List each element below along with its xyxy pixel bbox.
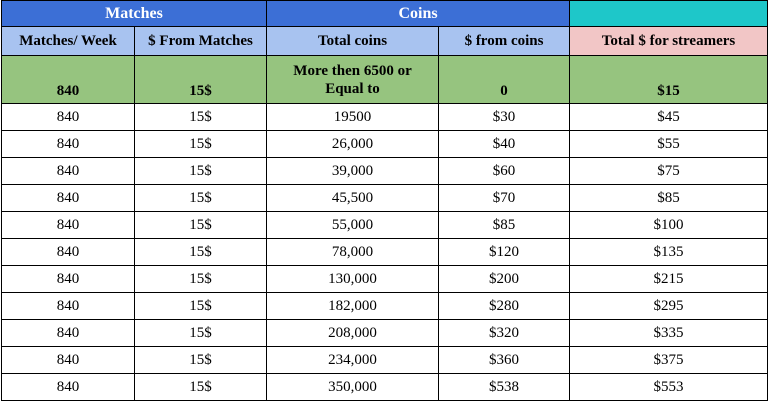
from-matches-cell: 15$ [135,131,267,158]
table-row [2,104,768,131]
total-coins-cell: 350,000 [267,374,439,401]
table-row [2,320,768,347]
total-cell: $135 [570,239,768,266]
total-cell: $55 [570,131,768,158]
total-cell: $215 [570,266,768,293]
header-total-for-streamers: Total $ for streamers [570,27,768,56]
from-matches-cell: 15$ [135,374,267,401]
total-coins-cell: 208,000 [267,320,439,347]
from-coins-cell: $280 [439,293,570,320]
base-from-coins-cell: 0 [439,56,570,104]
base-from-matches-cell: 15$ [135,56,267,104]
header-from-matches: $ From Matches [135,27,267,56]
total-cell: $75 [570,158,768,185]
total-coins-cell: 39,000 [267,158,439,185]
from-matches-cell: 15$ [135,347,267,374]
from-matches-cell: 15$ [135,212,267,239]
total-coins-cell: 45,500 [267,185,439,212]
from-coins-cell: $538 [439,374,570,401]
table-row [2,158,768,185]
total-coins-cell: 182,000 [267,293,439,320]
from-coins-cell: $60 [439,158,570,185]
total-coins-cell: 26,000 [267,131,439,158]
table-row [2,185,768,212]
header-from-coins: $ from coins [439,27,570,56]
matches-cell: 840 [2,158,135,185]
from-matches-cell: 15$ [135,104,267,131]
base-total-cell: $15 [570,56,768,104]
matches-cell: 840 [2,293,135,320]
base-matches-cell: 840 [2,56,135,104]
matches-cell: 840 [2,374,135,401]
header-total-coins: Total coins [267,27,439,56]
total-cell: $45 [570,104,768,131]
matches-cell: 840 [2,320,135,347]
base-total-coins-line1: More then 6500 or [293,62,412,79]
from-matches-cell: 15$ [135,293,267,320]
total-coins-cell: 130,000 [267,266,439,293]
table-row [2,131,768,158]
from-coins-cell: $360 [439,347,570,374]
base-row [2,56,768,104]
matches-cell: 840 [2,347,135,374]
from-coins-cell: $30 [439,104,570,131]
matches-cell: 840 [2,212,135,239]
group-coins-header: Coins [267,1,570,27]
total-coins-cell: 234,000 [267,347,439,374]
matches-cell: 840 [2,104,135,131]
from-coins-cell: $70 [439,185,570,212]
table-row [2,266,768,293]
base-total-coins-line2: Equal to [325,80,380,97]
table-row [2,374,768,401]
total-cell: $553 [570,374,768,401]
group-matches-header: Matches [2,1,267,27]
table-row [2,347,768,374]
from-coins-cell: $85 [439,212,570,239]
from-coins-cell: $200 [439,266,570,293]
matches-cell: 840 [2,185,135,212]
total-cell: $100 [570,212,768,239]
matches-cell: 840 [2,239,135,266]
matches-cell: 840 [2,266,135,293]
table-row [2,239,768,266]
from-matches-cell: 15$ [135,239,267,266]
from-coins-cell: $40 [439,131,570,158]
total-cell: $295 [570,293,768,320]
total-cell: $85 [570,185,768,212]
group-streamers-header [570,1,768,27]
from-matches-cell: 15$ [135,158,267,185]
total-cell: $375 [570,347,768,374]
column-header-row [2,27,768,56]
from-matches-cell: 15$ [135,266,267,293]
table-row [2,212,768,239]
streamer-payout-table [1,0,768,401]
table-row [2,293,768,320]
group-header-row [2,1,768,27]
from-matches-cell: 15$ [135,185,267,212]
total-coins-cell: 78,000 [267,239,439,266]
from-coins-cell: $120 [439,239,570,266]
from-matches-cell: 15$ [135,320,267,347]
from-coins-cell: $320 [439,320,570,347]
total-coins-cell: 19500 [267,104,439,131]
total-coins-cell: 55,000 [267,212,439,239]
matches-cell: 840 [2,131,135,158]
base-total-coins-cell [267,56,439,104]
header-matches-per-week: Matches/ Week [2,27,135,56]
total-cell: $335 [570,320,768,347]
